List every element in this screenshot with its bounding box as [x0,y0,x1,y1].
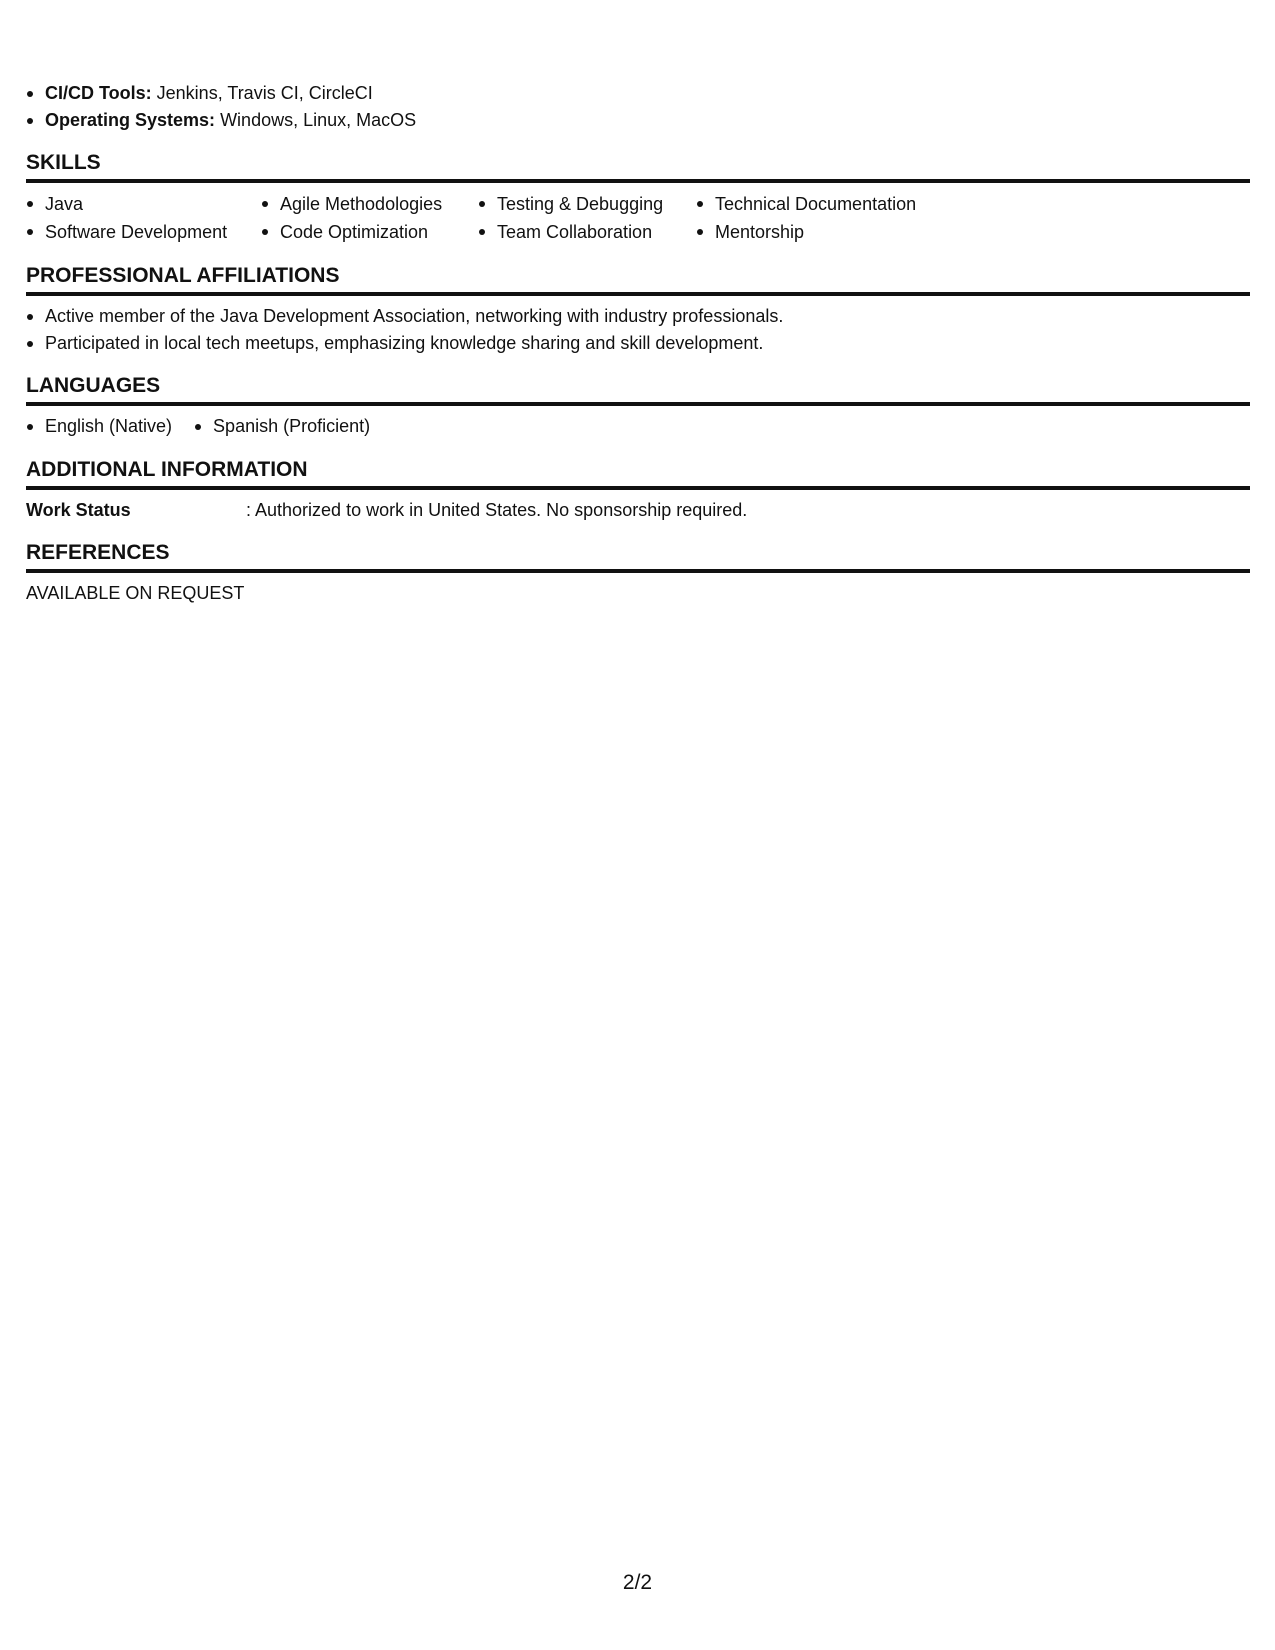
tech-skill-label: Operating Systems: [45,109,216,130]
affiliation-item: Active member of the Java Development Association, networking with industry professionals. [26,303,1250,330]
skills-grid [26,190,1250,246]
work-status-value: : Authorized to work in United States. No sponsorship required. [246,499,748,520]
skills-column [696,190,956,246]
tech-skill-value: Jenkins, Travis CI, CircleCI [151,83,373,103]
affiliations-list [26,303,1250,356]
page-number: 2/2 [622,1571,653,1594]
skill-item: Technical Documentation [696,190,956,218]
references-text: AVAILABLE ON REQUEST [26,582,245,603]
skills-column [261,190,478,246]
tech-skill-value: Windows, Linux, MacOS [215,109,417,130]
language-item: Spanish (Proficient) [194,413,370,440]
skills-column [478,190,696,246]
list-item [26,107,1250,134]
work-status-row [26,497,1250,523]
additional-information-heading: ADDITIONAL INFORMATION [26,457,1250,490]
skill-item: Java [26,190,261,218]
tech-skill-label: CI/CD Tools: [45,83,152,103]
affiliations-heading: PROFESSIONAL AFFILIATIONS [26,263,1250,296]
skill-item: Code Optimization [261,218,478,246]
skill-item: Mentorship [696,218,956,246]
skills-heading: SKILLS [26,150,1250,183]
work-status-label: Work Status [26,499,131,520]
skill-item: Software Development [26,218,261,246]
languages-list [26,413,1250,440]
skill-item: Testing & Debugging [478,190,696,218]
references-heading: REFERENCES [26,540,1250,573]
languages-heading: LANGUAGES [26,373,1250,406]
technical-skills-list [26,80,1250,133]
skill-item: Agile Methodologies [261,190,478,218]
skills-column [26,190,261,246]
language-item: English (Native) [26,413,172,440]
resume-page [26,80,1250,606]
affiliation-item: Participated in local tech meetups, emphasizing knowledge sharing and skill development. [26,330,1250,357]
skill-item: Team Collaboration [478,218,696,246]
list-item [26,80,1250,107]
